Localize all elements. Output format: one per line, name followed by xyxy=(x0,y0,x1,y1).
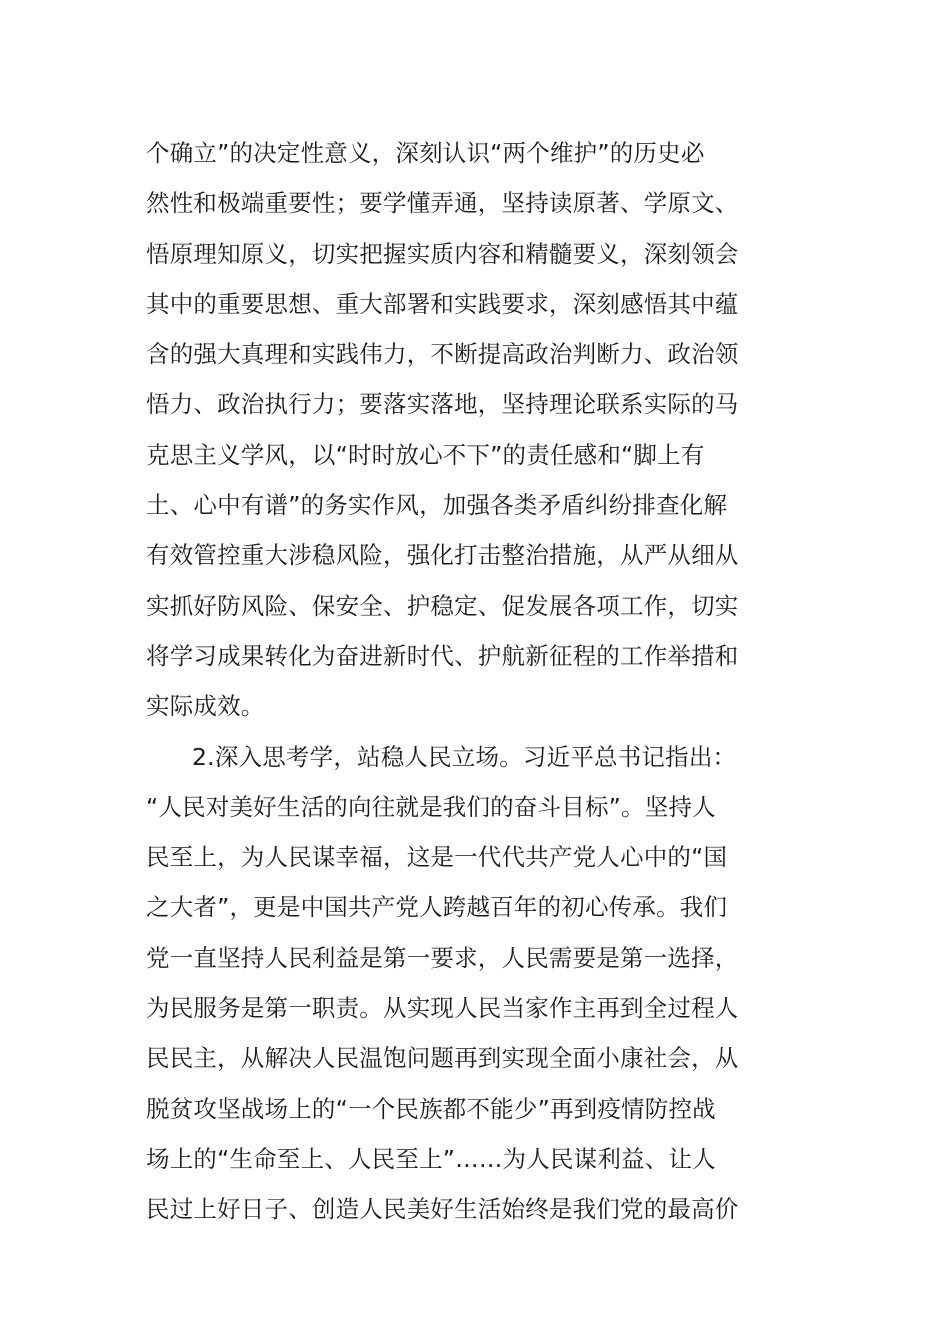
text-line: 土、心中有谱”的务实作风，加强各类矛盾纠纷排查化解 xyxy=(146,491,728,520)
text-line: 场上的“生命至上、人民至上”……为人民谋利益、让人 xyxy=(146,1144,716,1173)
text-line: 悟力、政治执行力；要落实落地，坚持理论联系实际的马 xyxy=(146,390,739,419)
text-line: 有效管控重大涉稳风险，强化打击整治措施，从严从细从 xyxy=(146,541,739,570)
text-line: 为民服务是第一职责。从实现人民当家作主再到全过程人 xyxy=(146,994,739,1023)
paragraph-heading: 2.深入思考学，站稳人民立场。习近平总书记指出： xyxy=(192,742,737,771)
text-line: 民至上，为人民谋幸福，这是一代代共产党人心中的“国 xyxy=(146,843,728,872)
text-line: 然性和极端重要性；要学懂弄通，坚持读原著、学原文、 xyxy=(146,189,739,218)
text-line: 悟原理知原义，切实把握实质内容和精髓要义，深刻领会 xyxy=(146,239,739,268)
text-line: “人民对美好生活的向往就是我们的奋斗目标”。坚持人 xyxy=(146,792,716,821)
text-line: 党一直坚持人民利益是第一要求，人民需要是第一选择， xyxy=(146,943,739,972)
text-line: 脱贫攻坚战场上的“一个民族都不能少”再到疫情防控战 xyxy=(146,1094,716,1123)
text-line: 其中的重要思想、重大部署和实践要求，深刻感悟其中蕴 xyxy=(146,289,739,318)
text-line: 克思主义学风，以“时时放心不下”的责任感和“脚上有 xyxy=(146,440,705,469)
text-line: 含的强大真理和实践伟力，不断提高政治判断力、政治领 xyxy=(146,340,739,369)
text-line: 实际成效。 xyxy=(146,692,265,721)
text-line: 民过上好日子、创造人民美好生活始终是我们党的最高价 xyxy=(146,1195,739,1224)
text-line: 个确立”的决定性意义，深刻认识“两个维护”的历史必 xyxy=(146,139,705,167)
text-line: 民民主，从解决人民温饱问题再到实现全面小康社会，从 xyxy=(146,1044,739,1073)
text-line: 将学习成果转化为奋进新时代、护航新征程的工作举措和 xyxy=(146,641,739,670)
text-line: 之大者”，更是中国共产党人跨越百年的初心传承。我们 xyxy=(146,893,728,922)
body-text xyxy=(146,128,826,1235)
text-line: 实抓好防风险、保安全、护稳定、促发展各项工作，切实 xyxy=(146,591,739,620)
